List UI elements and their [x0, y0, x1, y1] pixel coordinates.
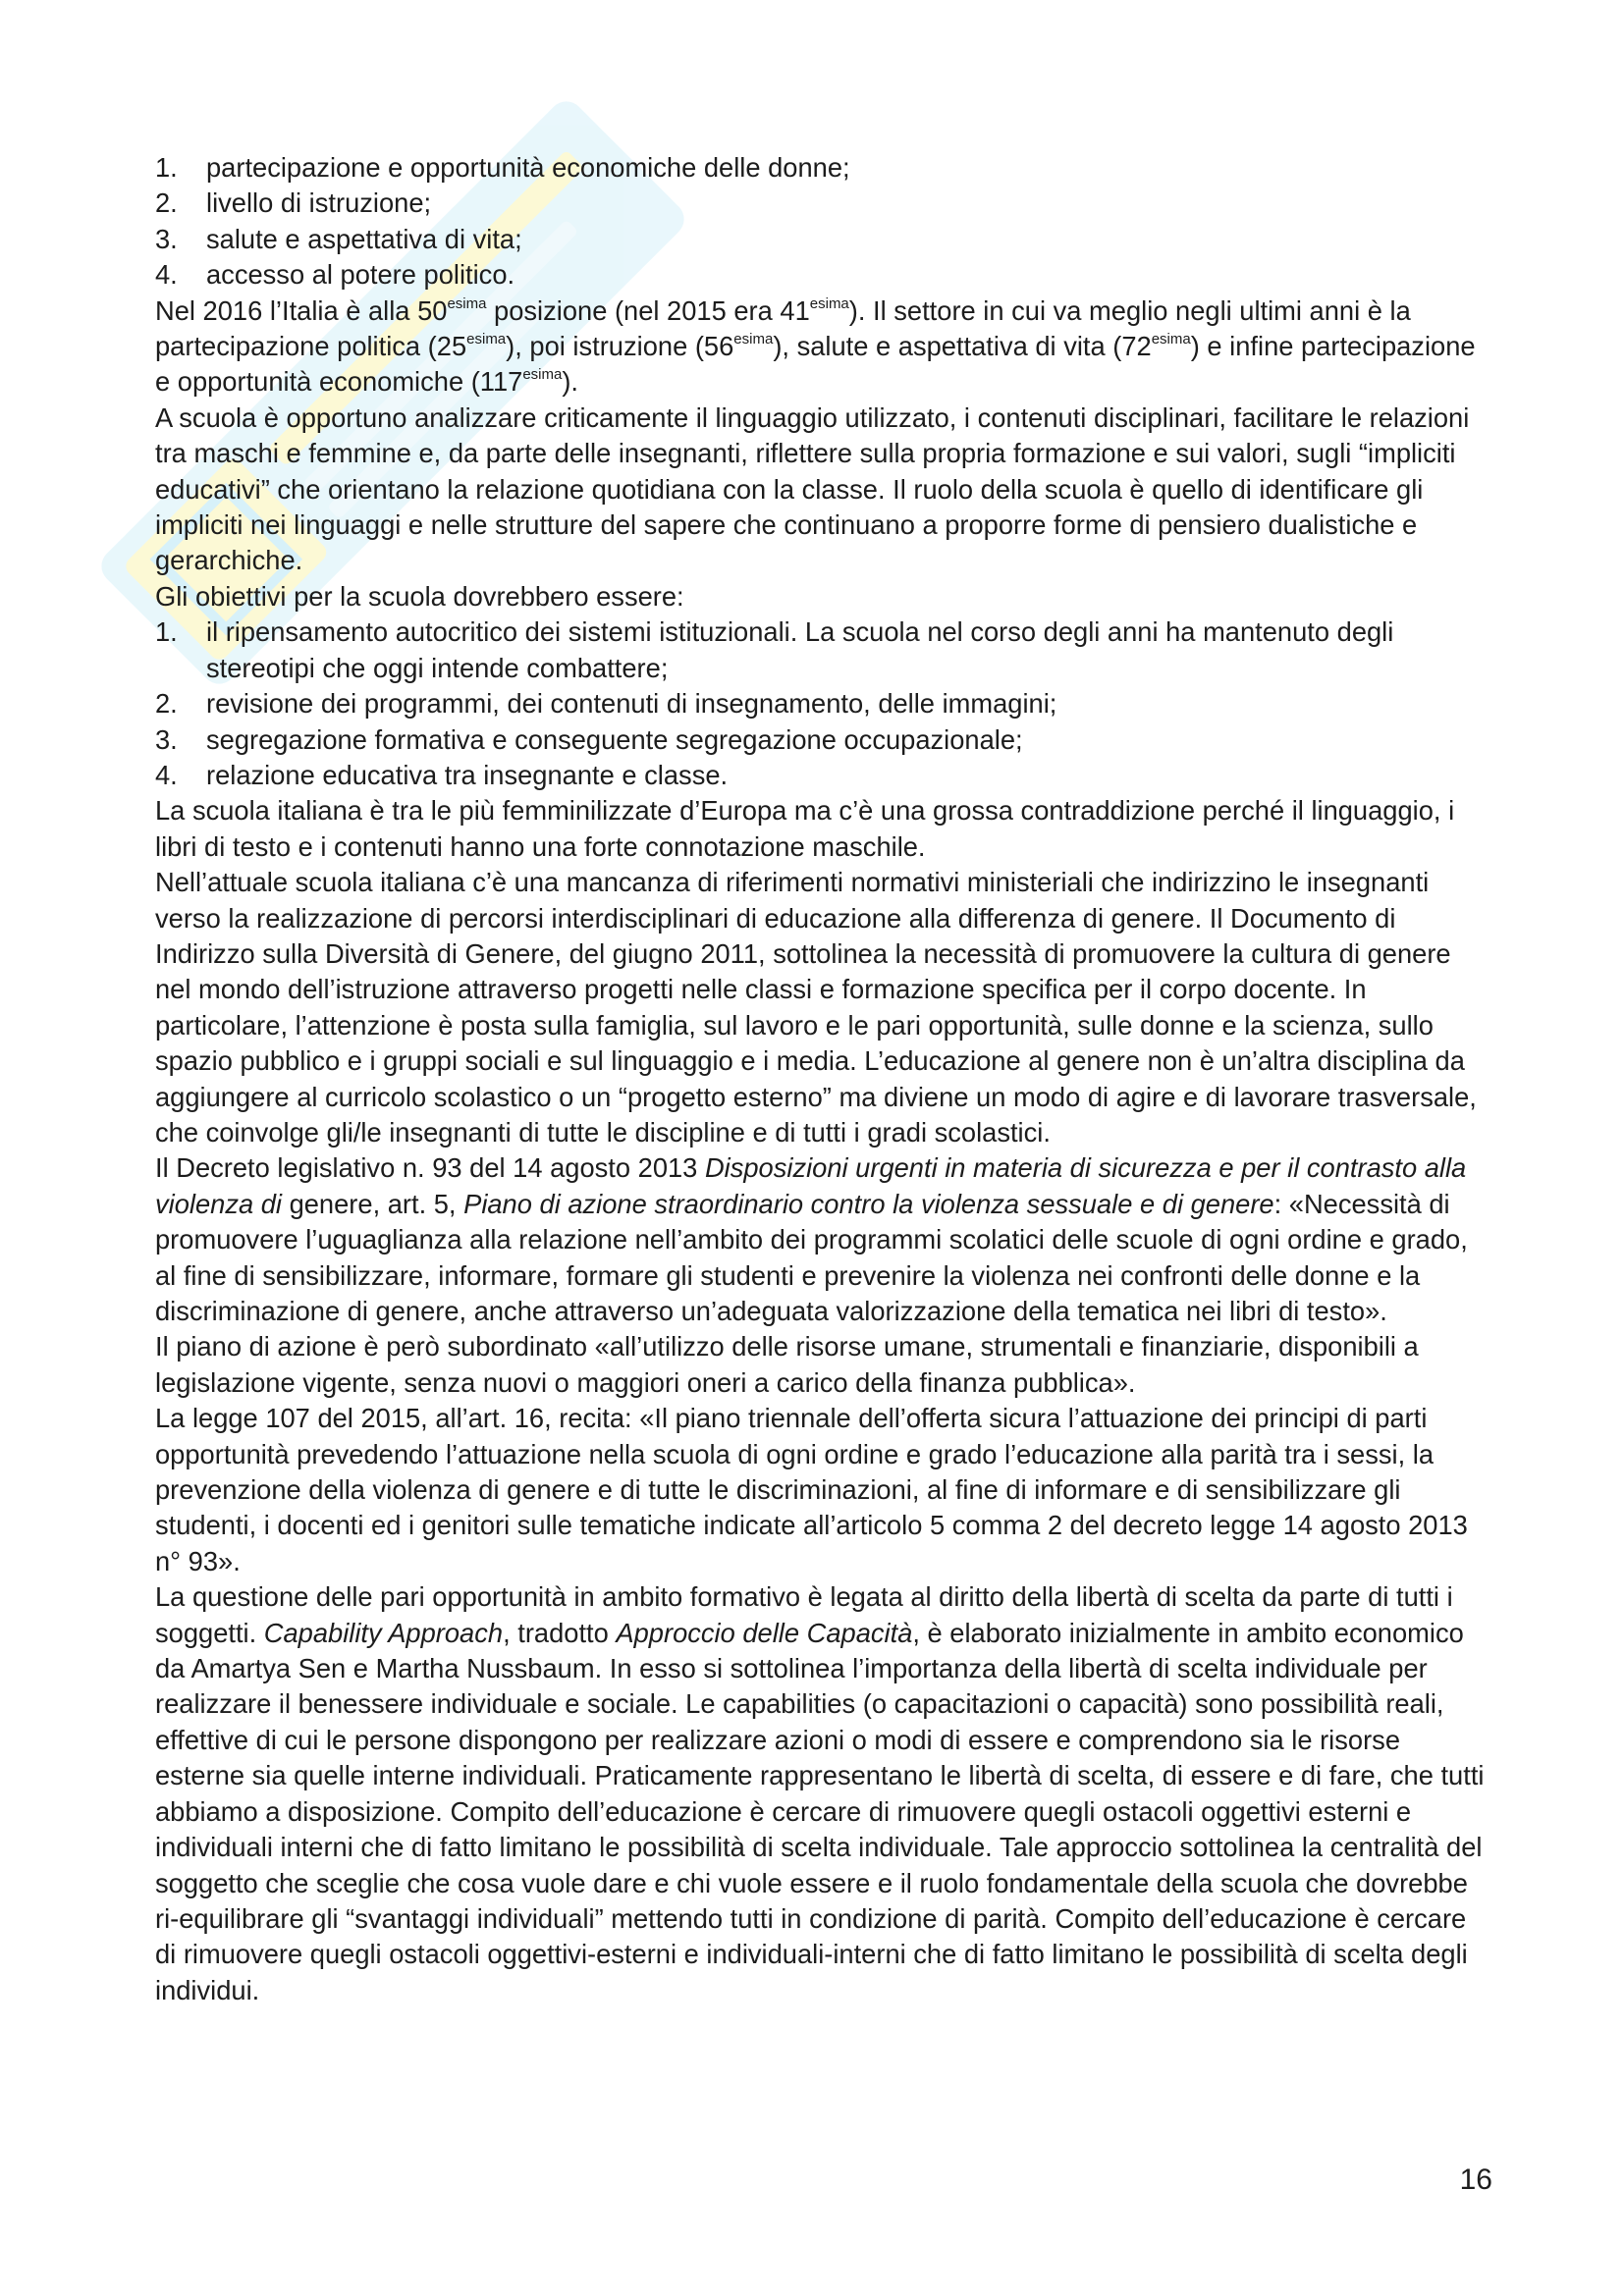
document-body	[155, 150, 1489, 2008]
paragraph-capability: La questione delle pari opportunità in ambito formativo è legata al diritto della libertà di scelta da parte di tutti i soggetti. Capability Approach, tradotto Approccio delle Capacità, è elaborato inizialmente in ambito economico da Amartya Sen e Martha Nussbaum. In esso si sottolinea l’importanza della libertà di scelta individuale per realizzare il benessere individuale e sociale. Le capabilities (o capacitazioni o capacità) sono possibilità reali, effettive di cui le persone dispongono per realizzare azioni o modi di essere e comprendono sia le risorse esterne sia quelle interne individuali. Praticamente rappresentano le libertà di scelta, di essere e di fare, che tutti abbiamo a disposizione. Compito dell’educazione è cercare di rimuovere quegli ostacoli oggettivi esterni e individuali interni che di fatto limitano le possibilità di scelta individuale. Tale approccio sottolinea la centralità del soggetto che sceglie che cosa vuole dare e chi vuole essere e il ruolo fondamentale della scuola che dovrebbe ri-equilibrare gli “svantaggi individuali” mettendo tutti in condizione di parità. Compito dell’educazione è cercare di rimuovere quegli ostacoli oggettivi-esterni e individuali-interni che di fatto limitano le possibilità di scelta degli individui.	[155, 1581, 1485, 2005]
list-item: 4. relazione educativa tra insegnante e classe.	[155, 759, 729, 790]
paragraph-decree: Il Decreto legislativo n. 93 del 14 agosto 2013 Disposizioni urgenti in materia di sicurezza e per il contrasto alla violenza di genere, art. 5, Piano di azione straordinario contro la violenza sessuale e di genere: «Necessità di promuovere l’uguaglianza alla relazione nell’ambito dei programmi scolatici delle scuole di ogni ordine e grado, al fine di sensibilizzare, informare, formare gli studenti e prevenire la violenza nei confronti delle donne e la discriminazione di genere, anche attraverso un’adeguata valorizzazione della tematica nei libri di testo».	[155, 1152, 1468, 1326]
list-item: 3. salute e aspettativa di vita;	[155, 223, 522, 254]
list-item: 4. accesso al potere politico.	[155, 259, 515, 291]
list-item: 1. il ripensamento autocritico dei sistemi istituzionali. La scuola nel corso degli anni ha mantenuto degli stereotipi che oggi intende combattere;	[155, 616, 1394, 683]
paragraph-ranking: Nel 2016 l’Italia è alla $50^{esima}$ posizione (nel 2015 era $41^{esima}$). Il settore in cui va meglio negli ultimi anni è la partecipazione politica $(25^{esima})$, poi istruzione $(56^{esima})$, salute e aspettativa di vita $(72^{esima})$ e infine partecipazione e opportunità economiche $(117^{esima})$.	[155, 294, 1476, 398]
list-objectives	[155, 614, 1489, 793]
paragraph-law: La legge 107 del 2015, all’art. 16, recita: «Il piano triennale dell’offerta sicura l’attuazione dei principi di parti opportunità prevedendo l’attuazione nella scuola di ogni ordine e grado l’educazione alla parità tra i sessi, la prevenzione della violenza di genere e di tutte le discriminazioni, al fine di informare e di sensibilizzare gli studenti, i docenti ed i genitori sulle tematiche indicate all’articolo 5 comma 2 del decreto legge 14 agosto 2013 n° 93».	[155, 1403, 1468, 1576]
list-indicators	[155, 150, 1489, 294]
page-number: 16	[1459, 2163, 1492, 2196]
list-item: 3. segregazione formativa e conseguente segregazione occupazionale;	[155, 723, 1023, 755]
paragraph-regulations: Nell’attuale scuola italiana c’è una mancanza di riferimenti normativi ministeriali che indirizzino le insegnanti verso la realizzazione di percorsi interdisciplinari di educazione alla differenza di genere. Il Documento di Indirizzo sulla Diversità di Genere, del giugno 2011, sottolinea la necessità di promuovere la cultura di genere nel mondo dell’istruzione attraverso progetti nelle classi e formazione specifica per il corpo docente. In particolare, l’attenzione è posta sulla famiglia, sul lavoro e le pari opportunità, sulle donne e la scienza, sullo spazio pubblico e i gruppi sociali e sul linguaggio e i media. L’educazione al genere non è un’altra disciplina da aggiungere al curricolo scolastico o un “progetto esterno” ma diviene un modo di agire e di lavorare trasversale, che coinvolge gli/le insegnanti di tutte le discipline e di tutti i gradi scolastici.	[155, 867, 1477, 1148]
list-item: 1. partecipazione e opportunità economiche delle donne;	[155, 152, 850, 183]
list-item: 2. livello di istruzione;	[155, 187, 432, 219]
paragraph-objectives-intro: Gli obiettivi per la scuola dovrebbero essere:	[155, 580, 684, 612]
paragraph-school: A scuola è opportuno analizzare criticamente il linguaggio utilizzato, i contenuti disciplinari, facilitare le relazioni tra maschi e femmine e, da parte delle insegnanti, riflettere sulla propria formazione e sui valori, sugli “impliciti educativi” che orientano la relazione quotidiana con la classe. Il ruolo della scuola è quello di identificare gli impliciti nei linguaggi e nelle strutture del sapere che continuano a proporre forme di pensiero dualistiche e gerarchiche.	[155, 401, 1470, 576]
paragraph-feminized: La scuola italiana è tra le più femminilizzate d’Europa ma c’è una grossa contraddizione perché il linguaggio, i libri di testo e i contenuti hanno una forte connotazione maschile.	[155, 795, 1455, 862]
paragraph-action-plan: Il piano di azione è però subordinato «all’utilizzo delle risorse umane, strumentali e finanziarie, disponibili a legislazione vigente, senza nuovi o maggiori oneri a carico della finanza pubblica».	[155, 1331, 1419, 1398]
list-item: 2. revisione dei programmi, dei contenuti di insegnamento, delle immagini;	[155, 688, 1057, 720]
